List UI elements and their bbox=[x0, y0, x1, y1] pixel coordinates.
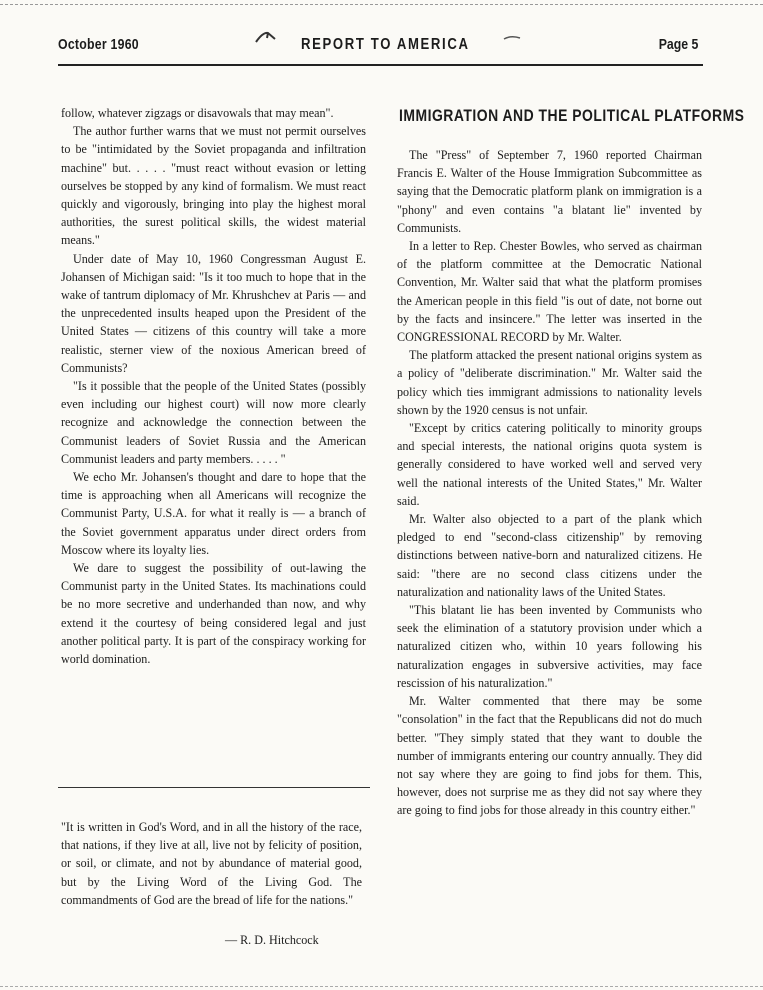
quote-text: "It is written in God's Word, and in all the history of the race, that nations, if they live at all, live not by felicity of position, or soil, or climate, and not by abundance of material good, but by the Living Word of the Living God. The commandments of God are the bread of life for the nations." bbox=[61, 820, 362, 907]
header-publication-title: REPORT TO AMERICA bbox=[301, 36, 470, 53]
article-paragraph: The "Press" of September 7, 1960 reported Chairman Francis E. Walter of the House Immigration Subcommittee as saying that the Democratic platform plank on immigration is a "phony" and even contains "a blatant lie" invented by Communists. bbox=[397, 148, 702, 235]
scripture-quote bbox=[61, 818, 362, 909]
header-date: October 1960 bbox=[58, 36, 139, 53]
left-paragraph: "Is it possible that the people of the United States (possibly even including our highest court) will now more clearly recognize and acknowledge the connection between the Communist leaders of Soviet Russia and the American Communist leaders and party members. . . . . " bbox=[61, 379, 366, 466]
left-column bbox=[61, 104, 366, 668]
header-rule bbox=[58, 64, 703, 66]
left-paragraph: Under date of May 10, 1960 Congressman August E. Johansen of Michigan said: "Is it too much to hope that in the wake of tantrum diplomacy of Mr. Khrushchev at Paris — and the unprecedented insults heaped upon the President of the United States — citizens of this country will take a more realistic, sterner view of the noxious American breed of Communists? bbox=[61, 251, 366, 375]
left-paragraph: The author further warns that we must not permit ourselves to be "intimidated by the Soviet propaganda and infiltration machine" but. . . . . "must react without evasion or letting ourselves be stopped by any kind of formalism. We must react quickly and vigorously, bringing into play the highest moral authorities, the surest political skills, the widest material means." bbox=[61, 124, 366, 248]
header-page-number: Page 5 bbox=[658, 36, 698, 53]
bird-ornament-icon bbox=[255, 30, 277, 44]
left-paragraph: We dare to suggest the possibility of out-lawing the Communist party in the United States. Its machinations could be no more secretive and underhanded than now, and why extend it the courtesy of being considered legal and just another political party. It is part of the conspiracy working for world domination. bbox=[61, 561, 366, 667]
top-edge-line bbox=[0, 4, 763, 5]
page-header bbox=[58, 36, 698, 60]
bottom-edge-line bbox=[0, 986, 763, 987]
dash-ornament-icon bbox=[503, 34, 521, 42]
article-paragraph: "Except by critics catering politically to minority groups and special interests, the national origins quota system is generally considered to have worked well and served very well the national interests of the United States," Mr. Walter said. bbox=[397, 421, 702, 508]
right-column bbox=[397, 146, 702, 820]
left-paragraph: We echo Mr. Johansen's thought and dare to hope that the time is approaching when all Americans will recognize the Communist Party, U.S.A. for what it really is — a branch of the Soviet government apparatus under direct orders from Moscow where its loyalty lies. bbox=[61, 470, 366, 557]
article-paragraph: The platform attacked the present national origins system as a policy of "deliberate discrimination." Mr. Walter said the policy which ties immigrant admissions to nationality levels shown by the 1920 census is not unfair. bbox=[397, 348, 702, 417]
quote-attribution: — R. D. Hitchcock bbox=[225, 933, 319, 947]
article-title: IMMIGRATION AND THE POLITICAL PLATFORMS bbox=[399, 106, 745, 125]
article-paragraph: "This blatant lie has been invented by Communists who seek the elimination of a statutory provision under which a naturalized citizen who, within 10 years following his naturalization engages in subversive activities, may face rescission of his naturalization." bbox=[397, 603, 702, 690]
article-paragraph: Mr. Walter commented that there may be some "consolation" in the fact that the Republicans did not do much better. "They simply stated that they want to double the number of immigrants entering our country annually. They did not say where they are going to find jobs for them. This, however, does not surprise me as they did not say where they are going to find jobs for those already in this country either." bbox=[397, 694, 702, 818]
left-paragraph: follow, whatever zigzags or disavowals that may mean". bbox=[61, 106, 334, 120]
quote-divider bbox=[58, 787, 370, 788]
article-paragraph: In a letter to Rep. Chester Bowles, who served as chairman of the platform committee at the Democratic National Convention, Mr. Walter said that what the platform promises the American people in this field "is out of date, not borne out by the facts and insincere." The letter was inserted in the CONGRESSIONAL RECORD by Mr. Walter. bbox=[397, 239, 702, 345]
article-paragraph: Mr. Walter also objected to a part of the plank which pledged to end "second-class citizenship" by removing distinctions between native-born and naturalized citizens. He said: "there are no second class citizens under the naturalization and nationality laws of the United States. bbox=[397, 512, 702, 599]
